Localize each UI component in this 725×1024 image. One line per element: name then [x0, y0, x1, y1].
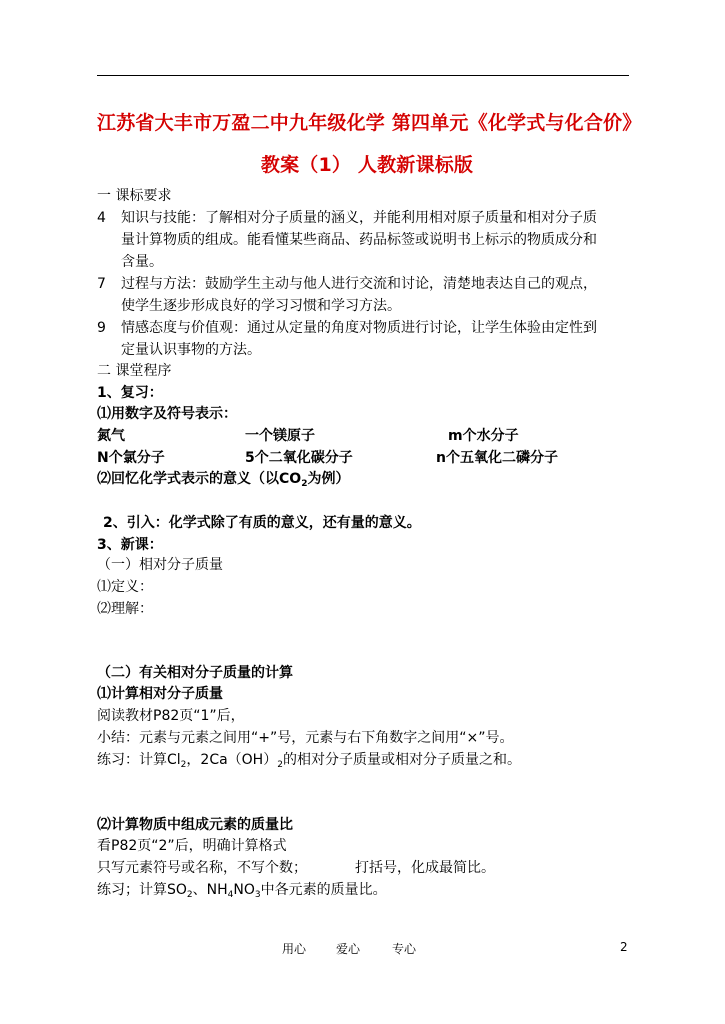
document-title-line2: 教案（1） 人教新课标版 [260, 154, 474, 176]
item-4 [97, 209, 597, 227]
calc2-heading: ⑵计算物质中组成元素的质量比 [97, 817, 293, 833]
new-lesson-heading: 3、新课： [97, 537, 163, 553]
review-cell: m个水分子 [448, 428, 519, 444]
calc1-heading: ⑴计算相对分子质量 [97, 686, 223, 702]
item-9 [97, 319, 597, 337]
item-4-cont2: 含量。 [121, 254, 163, 270]
item-7-cont1: 使学生逐步形成良好的学习习惯和学习方法。 [121, 298, 401, 314]
review-q2: ⑵回忆化学式表示的意义（以$CO_2$为例） [97, 471, 350, 489]
part2-heading: （二）有关相对分子质量的计算 [97, 665, 293, 681]
review-cell: 一个镁原子 [245, 428, 315, 444]
item-number: 7 [97, 276, 106, 292]
review-heading: 1、复习： [97, 385, 163, 401]
item-text: 知识与技能：了解相对分子质量的涵义，并能利用相对原子质量和相对分子质 [121, 210, 597, 226]
review-cell: 氮气 [97, 428, 125, 444]
item-4-cont1: 量计算物质的组成。能看懂某些商品、药品标签或说明书上标示的物质成分和 [121, 232, 597, 248]
exercise2: 练习；计算$SO_2$、$NH_4NO_3$中各元素的质量比。 [97, 882, 387, 900]
footer-word: 爱心 [336, 942, 361, 956]
rule-text-b: 打括号，化成最简比。 [355, 860, 495, 876]
header-rule [97, 75, 629, 76]
exercise1: 练习：计算$Cl_2$，$2Ca(OH)_2$的相对分子质量或相对分子质量之和。 [97, 752, 521, 770]
understanding-label: ⑵理解： [97, 601, 153, 617]
item-9-cont1: 定量认识事物的方法。 [121, 342, 261, 358]
document-title-line1: 江苏省大丰市万盈二中九年级化学 第四单元《化学式与化合价》 [97, 112, 642, 134]
section1-heading: 一 课标要求 [97, 188, 172, 204]
definition-label: ⑴定义： [97, 579, 153, 595]
item-text: 过程与方法：鼓励学生主动与他人进行交流和讨论，清楚地表达自己的观点， [121, 276, 597, 292]
page-number: 2 [620, 940, 628, 954]
review-cell: n个五氧化二磷分子 [436, 450, 558, 466]
read1-text: 阅读教材P82页“1”后， [97, 708, 245, 724]
rule-text-a: 只写元素符号或名称，不写个数； [97, 860, 307, 876]
review-cell: 5个二氧化碳分子 [245, 450, 353, 466]
item-7 [97, 275, 597, 293]
footer-word: 用心 [282, 942, 307, 956]
item-number: 4 [97, 210, 106, 226]
part1-heading: （一）相对分子质量 [97, 557, 223, 573]
footer-word: 专心 [392, 942, 417, 956]
summary-text: 小结：元素与元素之间用“+”号，元素与右下角数字之间用“×”号。 [97, 730, 514, 746]
item-number: 9 [97, 320, 106, 336]
read2-text: 看P82页“2”后，明确计算格式 [97, 838, 287, 854]
review-q1: ⑴用数字及符号表示： [97, 406, 237, 422]
section2-heading: 二 课堂程序 [97, 363, 172, 379]
review-cell: N个氯分子 [97, 450, 165, 466]
item-text: 情感态度与价值观：通过从定量的角度对物质进行讨论，让学生体验由定性到 [121, 320, 597, 336]
intro-text: 2、引入：化学式除了有质的意义，还有量的意义。 [103, 515, 421, 531]
